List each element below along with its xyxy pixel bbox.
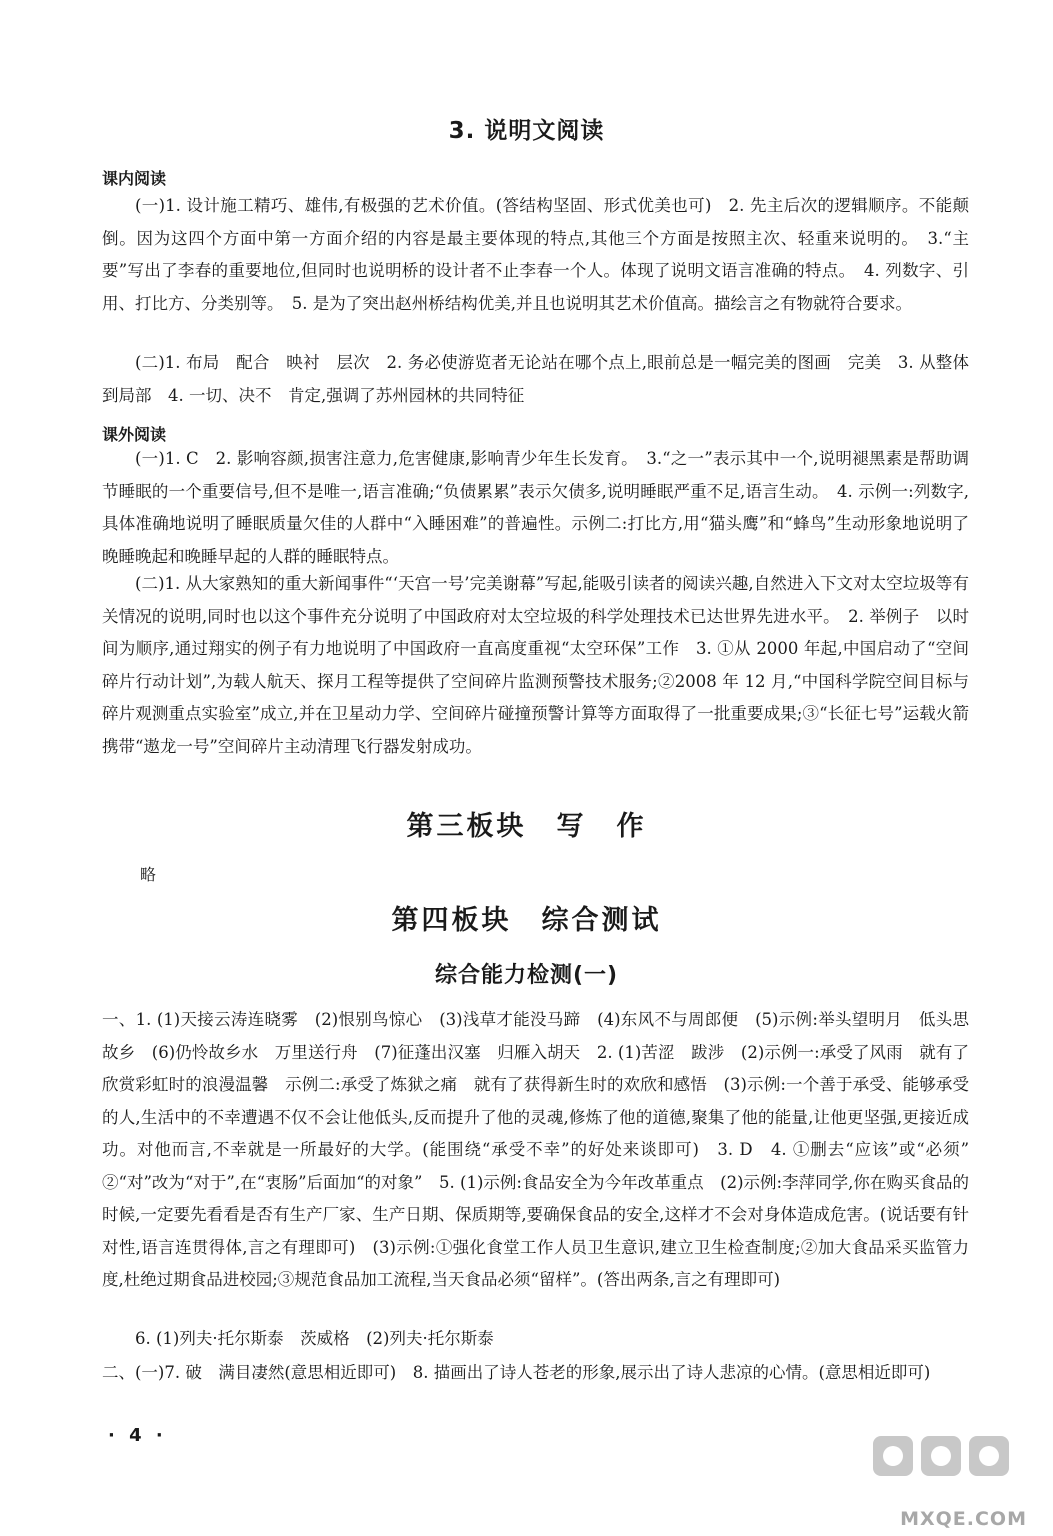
subsection-extra: 课外阅读 (102, 425, 167, 444)
extra-paragraph-1: (一)1. C 2. 影响容颜,损害注意力,危害健康,影响青少年生长发育。 3.“之一”表示其中一个,说明褪黑素是帮助调节睡眠的一个重要信号,但不是唯一,语言准确;“负债累累”表示欠债多,说明睡眠严重不足,语言生动。 4. 示例一:列数字,具体准确地说明了睡眠质量欠佳的人群中“入睡困难”的普遍性。示例二:打比方,用“猫头鹰”和“蜂鸟”生动形象地说明了晚睡晚起和晚睡早起的人群的睡眠特点。 (102, 449, 969, 566)
test-title: 综合能力检测(一) (434, 963, 619, 988)
watermark-logo-icon (853, 1428, 1033, 1518)
block3-title: 第三板块 写 作 (406, 811, 647, 842)
extra-paragraph-2: (二)1. 从大家熟知的重大新闻事件“‘天宫一号’完美谢幕”写起,能吸引读者的阅读兴趣,自然进入下文对太空垃圾等有关情况的说明,同时也以这个事件充分说明了中国政府对太空垃圾的科学处理技术已达世界先进水平。 2. 举例子 以时间为顺序,通过翔实的例子有力地说明了中国政府一直高度重视“太空环保”工作 3. ①从 2000 年起,中国启动了“空间碎片行动计划”,为载人航天、探月工程等提供了空间碎片监测预警技术服务;②2008 年 12 月,“中国科学院空间目标与碎片观测重点实验室”成立,并在卫星动力学、空间碎片碰撞预警计算等方面取得了一批重要成果;③“长征七号”运载火箭携带“遨龙一号”空间碎片主动清理飞行器发射成功。 (102, 574, 969, 756)
page-number: · 4 · (108, 1425, 167, 1446)
subsection-in-class: 课内阅读 (102, 169, 167, 188)
block4-title: 第四板块 综合测试 (391, 905, 662, 936)
in-class-paragraph-1: (一)1. 设计施工精巧、雄伟,有极强的艺术价值。(答结构坚固、形式优美也可) 2. 先主后次的逻辑顺序。不能颠倒。因为这四个方面中第一方面介绍的内容是最主要体现的特点,其他三个方面是按照主次、轻重来说明的。 3.“主要”写出了李春的重要地位,但同时也说明桥的设计者不止李春一个人。体现了说明文语言准确的特点。 4. 列数字、引用、打比方、分类别等。 5. 是为了突出赵州桥结构优美,并且也说明其艺术价值高。描绘言之有物就符合要求。 (102, 196, 969, 313)
watermark-text: MXQE.COM (900, 1508, 1027, 1530)
section-title: 3. 说明文阅读 (448, 118, 605, 144)
test-paragraph-1: 一、1. (1)天接云涛连晓雾 (2)恨别鸟惊心 (3)浅草才能没马蹄 (4)东风不与周郎便 (5)示例:举头望明月 低头思故乡 (6)仍怜故乡水 万里送行舟 (7)征蓬出汉塞 归雁入胡天 2. (1)苦涩 跋涉 (2)示例一:承受了风雨 就有了欣赏彩虹时的浪漫温馨 示例二:承受了炼狱之痛 就有了获得新生时的欢欣和感悟 (3)示例:一个善于承受、能够承受的人,生活中的不幸遭遇不仅不会让他低头,反而提升了他的灵魂,修炼了他的道德,聚集了他的能量,让他更坚强,更接近成功。对他而言,不幸就是一所最好的大学。(能围绕“承受不幸”的好处来谈即可) 3. D 4. ①删去“应该”或“必须” ②“对”改为“对于”,在“衷肠”后面加“的对象” 5. (1)示例:食品安全为今年改革重点 (2)示例:李萍同学,你在购买食品的时候,一定要先看看是否有生产厂家、生产日期、保质期等,要确保食品的安全,这样才不会对身体造成危害。(说话要有针对性,语言连贯得体,言之有理即可) (3)示例:①强化食堂工作人员卫生意识,建立卫生检查制度;②加大食品采买监管力度,杜绝过期食品进校园;③规范食品加工流程,当天食品必须“留样”。(答出两条,言之有理即可) (102, 1010, 986, 1289)
block3-body: 略 (140, 865, 157, 884)
test-paragraph-2: 6. (1)列夫·托尔斯泰 茨威格 (2)列夫·托尔斯泰 (135, 1329, 494, 1348)
in-class-paragraph-2: (二)1. 布局 配合 映衬 层次 2. 务必使游览者无论站在哪个点上,眼前总是一幅完美的图画 完美 3. 从整体到局部 4. 一切、决不 肯定,强调了苏州园林的共同特征 (102, 353, 969, 405)
test-paragraph-3: 二、(一)7. 破 满目凄然(意思相近即可) 8. 描画出了诗人苍老的形象,展示出了诗人悲凉的心情。(意思相近即可) (102, 1363, 931, 1382)
